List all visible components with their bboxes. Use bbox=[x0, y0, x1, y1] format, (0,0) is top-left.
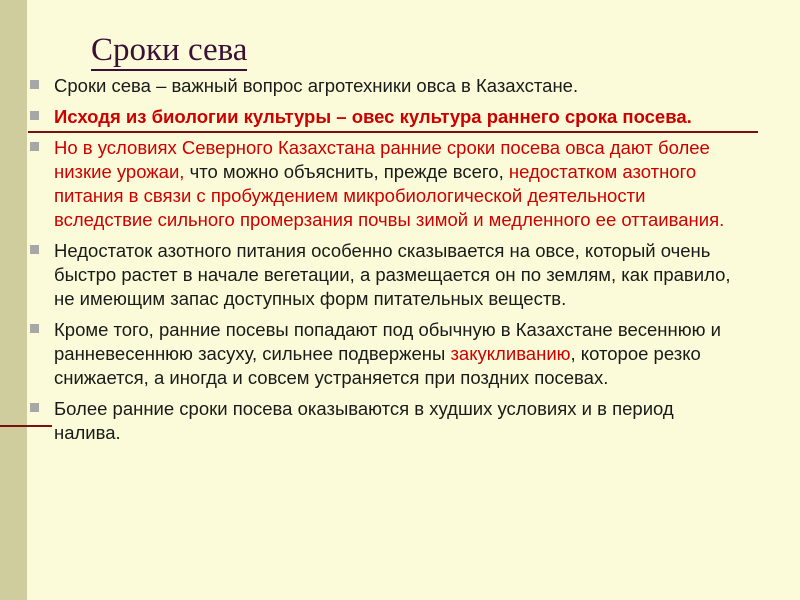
square-bullet-icon bbox=[30, 324, 39, 333]
item-text: Более ранние сроки посева оказываются в худших условиях и в период налива. bbox=[54, 398, 674, 443]
item-text: Недостаток азотного питания особенно сказывается на овсе, который очень быстро растет в начале вегетации, а размещается он по землям, как правило, не имеющим запас доступных форм питательных веществ. bbox=[54, 240, 731, 309]
left-decor-bar bbox=[0, 0, 27, 600]
item-text-highlight: Но в условиях Северного Казахстана ранние сроки посева овса дают более низкие урожаи, bbox=[54, 137, 710, 182]
square-bullet-icon bbox=[30, 403, 39, 412]
square-bullet-icon bbox=[30, 245, 39, 254]
list-item bbox=[30, 397, 745, 445]
bullet-list bbox=[30, 74, 745, 452]
list-item bbox=[30, 318, 745, 390]
item-text: , которое резко снижается, а иногда и совсем устраняется при поздних посевах. bbox=[54, 343, 701, 388]
list-item bbox=[30, 136, 745, 232]
list-item bbox=[30, 239, 745, 311]
square-bullet-icon bbox=[30, 111, 39, 120]
list-item bbox=[30, 74, 745, 98]
item-text: Сроки сева – важный вопрос агротехники овса в Казахстане. bbox=[54, 75, 579, 96]
square-bullet-icon bbox=[30, 142, 39, 151]
list-item bbox=[30, 105, 745, 129]
item-text: Кроме того, ранние посевы попадают под обычную в Казахстане весеннюю и ранневесеннюю засуху, сильнее подвержены bbox=[54, 319, 721, 364]
item-text-highlight: недостатком азотного питания в связи с пробуждением микробиологической деятельности вследствие сильного промерзания почвы зимой и медленного ее оттаивания. bbox=[54, 161, 725, 230]
square-bullet-icon bbox=[30, 80, 39, 89]
slide-title: Сроки сева bbox=[91, 34, 247, 71]
item-text: что можно объяснить, прежде всего, bbox=[184, 161, 509, 182]
item-text: Исходя из биологии культуры – овес культура раннего срока посева. bbox=[54, 106, 692, 127]
item-text-highlight: закукливанию bbox=[450, 343, 571, 364]
